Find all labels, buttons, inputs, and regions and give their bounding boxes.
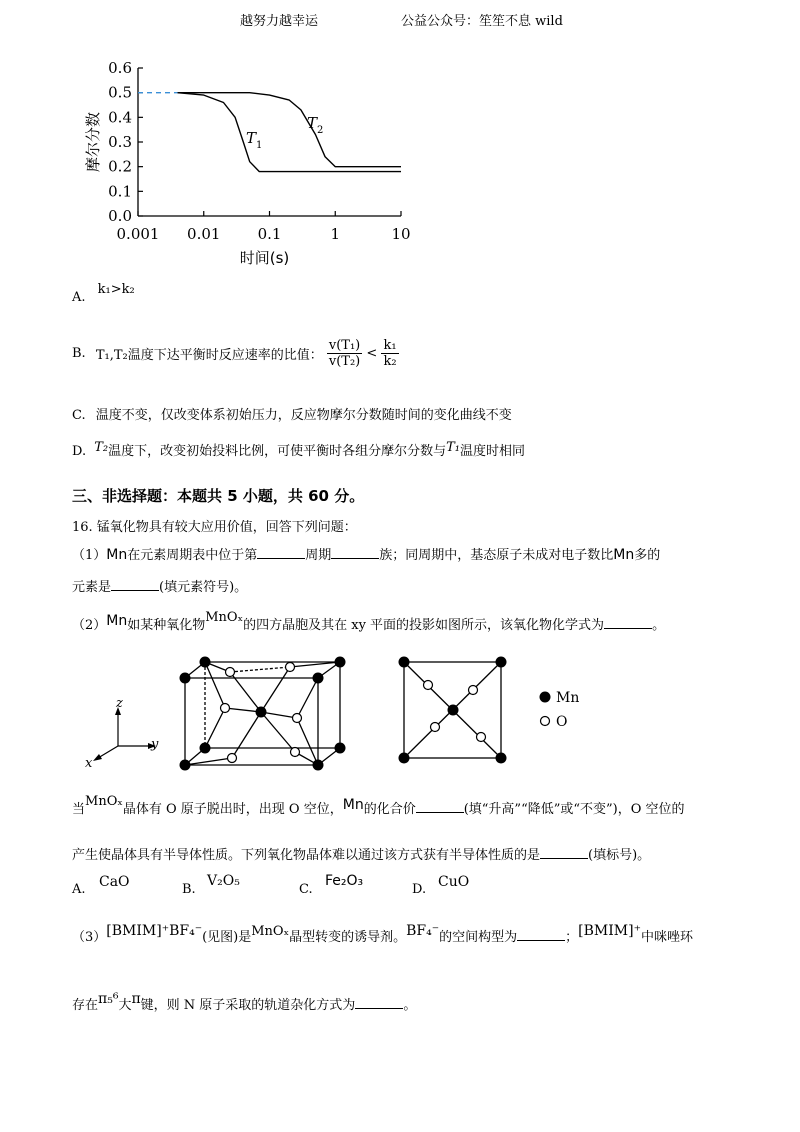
part2-valence-text: 的化合价	[363, 802, 416, 817]
y-tick-label: 0.3	[108, 133, 132, 151]
series-label-t2: T	[307, 114, 318, 132]
option-b-rate-ratio	[327, 338, 362, 369]
part2-when: 当	[72, 802, 86, 817]
header-left: 越努力越幸运	[240, 14, 319, 29]
pi-symbol: π	[131, 991, 141, 1007]
part3-exists: 存在	[72, 998, 99, 1013]
x-axis-label: 时间(s)	[239, 249, 290, 267]
option-d-t1: T₁	[446, 440, 461, 455]
less-than-sign: <	[366, 346, 378, 361]
choice-b-value[interactable]: V₂O₅	[207, 873, 240, 889]
answer-blank[interactable]	[604, 616, 652, 629]
part2-fill-label: (填标号)。	[588, 848, 651, 863]
option-d-text: 温度下，改变初始投料比例，可使平衡时各组分摩尔分数与	[108, 444, 447, 459]
q16-part2-line3	[72, 844, 650, 863]
choice-b-label[interactable]: B.	[182, 882, 196, 897]
part2-text-c: 的四方晶胞及其在 xy 平面的投影如图所示，该氧化物化学式为	[243, 618, 605, 633]
answer-blank[interactable]	[257, 546, 305, 559]
part3-inducer-text: 晶型转变的诱导剂。	[289, 930, 407, 945]
choice-c-value[interactable]: Fe₂O₃	[325, 873, 364, 889]
mn-symbol: Mn	[342, 797, 364, 813]
axis-z-label: z	[116, 696, 123, 711]
mole-fraction-chart	[80, 55, 440, 315]
legend-mn-label: Mn	[556, 690, 580, 706]
legend-o-label: O	[556, 714, 568, 730]
part2-vacancy-text: 晶体有 O 原子脱出时，出现 O 空位，	[122, 802, 343, 817]
q16-stem: 16. 锰氧化物具有较大应用价值，回答下列问题：	[72, 520, 357, 535]
rate-denominator: v(T₂)	[328, 354, 361, 369]
xy-projection	[399, 657, 507, 764]
q16-part1-line1	[72, 544, 660, 563]
part2-text-b: 如某种氧化物	[127, 618, 206, 633]
part1-text-d: 族；同周期中，基态原子未成对电子数比	[379, 548, 614, 563]
option-b-k-ratio	[381, 338, 398, 369]
k-denominator: k₂	[383, 354, 397, 369]
mnox-formula: MnOₓ	[85, 794, 123, 809]
option-c-text: 温度不变，仅改变体系初始压力，反应物摩尔分数随时间的变化曲线不变	[95, 408, 512, 423]
option-b-text: T₁,T₂温度下达平衡时反应速率的比值：	[95, 348, 323, 363]
x-tick-label: 10	[391, 225, 411, 243]
part1-text-b: 在元素周期表中位于第	[127, 548, 258, 563]
pi-56-symbol: π₅⁶	[98, 991, 119, 1007]
part3-see-figure: (见图)是	[202, 930, 252, 945]
part3-number: （3）	[72, 930, 107, 945]
q16-part3-line2	[72, 991, 417, 1013]
series-label-t1-sub: 1	[256, 140, 263, 151]
header-right: 公益公众号：笙笙不息 wild	[401, 14, 563, 29]
y-axis-label: 摩尔分数	[84, 111, 102, 173]
option-d-t2: T₂	[94, 440, 109, 455]
y-tick-label: 0.4	[108, 108, 132, 127]
option-a-text: k₁>k₂	[97, 282, 135, 297]
answer-blank[interactable]	[331, 546, 379, 559]
part2-number: （2）	[72, 618, 107, 633]
choice-c-label[interactable]: C.	[299, 882, 313, 897]
y-tick-label: 0.2	[108, 157, 132, 176]
mn-symbol: Mn	[106, 613, 128, 629]
bmim-bf4-formula: [BMIM]⁺BF₄⁻	[106, 923, 203, 939]
axes-indicator	[85, 696, 159, 771]
mn-symbol: Mn	[106, 547, 128, 563]
y-tick-label: 0.0	[108, 207, 132, 225]
q16-part3-line1	[72, 923, 693, 945]
option-c	[72, 404, 512, 423]
option-b	[72, 338, 399, 369]
part3-hybrid-text: 键，则 N 原子采取的轨道杂化方式为	[140, 998, 356, 1013]
answer-blank[interactable]	[111, 578, 159, 591]
x-tick-label: 1	[330, 225, 341, 243]
part2-text-end: 。	[652, 618, 666, 633]
part3-ring-text: 中咪唑环	[640, 930, 693, 945]
answer-blank[interactable]	[517, 928, 565, 941]
part2-semiconductor-text: 产生使晶体具有半导体性质。下列氧化物晶体难以通过该方式获有半导体性质的是	[72, 848, 541, 863]
choice-a-label[interactable]: A.	[72, 882, 86, 897]
series-line-t1	[178, 93, 401, 172]
option-b-label: B.	[72, 346, 86, 361]
option-d-label: D.	[72, 444, 87, 459]
section-heading: 三、非选择题：本题共 5 小题，共 60 分。	[72, 487, 365, 505]
part1-number: （1）	[72, 548, 107, 563]
part1-text-f: 元素是	[72, 580, 112, 595]
option-a-label: A.	[72, 290, 86, 305]
choice-d-label[interactable]: D.	[412, 882, 427, 897]
rate-numerator: v(T₁)	[328, 338, 361, 353]
part1-text-g: (填元素符号)。	[159, 580, 248, 595]
axis-x-label: x	[85, 756, 93, 771]
part3-big: 大	[118, 998, 132, 1013]
bmim-formula: [BMIM]⁺	[578, 923, 641, 939]
mnox-formula: MnOₓ	[251, 924, 290, 939]
series-label-t1: T	[246, 129, 257, 147]
option-d	[72, 440, 525, 459]
answer-blank[interactable]	[416, 800, 464, 813]
part3-shape-text: 的空间构型为	[439, 930, 518, 945]
x-tick-label: 0.1	[257, 225, 282, 243]
part1-text-e: 多的	[634, 548, 661, 563]
series-line-t2	[178, 93, 401, 167]
y-tick-label: 0.6	[108, 59, 132, 77]
choice-d-value[interactable]: CuO	[438, 874, 470, 890]
option-a	[72, 282, 135, 305]
axis-y-label: y	[151, 737, 159, 752]
x-tick-label: 0.001	[116, 225, 160, 243]
part3-semicolon: ；	[565, 930, 579, 945]
part1-text-c: 周期	[305, 548, 332, 563]
option-c-label: C.	[72, 408, 86, 423]
mnox-formula: MnOₓ	[205, 610, 244, 625]
q16-part2-line1	[72, 610, 666, 633]
legend-o-marker	[541, 717, 550, 726]
series-label-t2-sub: 2	[317, 125, 324, 136]
x-tick-label: 0.01	[187, 225, 221, 243]
legend-mn-marker	[540, 692, 551, 703]
option-d-tail: 温度时相同	[460, 444, 526, 459]
choice-a-value[interactable]: CaO	[99, 874, 130, 890]
answer-blank[interactable]	[540, 846, 588, 859]
q16-part1-line2	[72, 576, 247, 595]
legend	[540, 690, 580, 730]
part2-fill-hint: (填“升高”“降低”或“不变”)，O 空位的	[463, 802, 685, 817]
bf4-formula: BF₄⁻	[406, 923, 440, 939]
y-tick-label: 0.1	[108, 182, 132, 201]
q16-part2-line2	[72, 794, 685, 817]
mn-symbol: Mn	[613, 547, 635, 563]
y-tick-label: 0.5	[108, 83, 132, 102]
k-numerator: k₁	[383, 338, 397, 353]
answer-blank[interactable]	[355, 996, 403, 1009]
part3-end: 。	[403, 998, 417, 1013]
crystal-figure	[80, 645, 600, 795]
